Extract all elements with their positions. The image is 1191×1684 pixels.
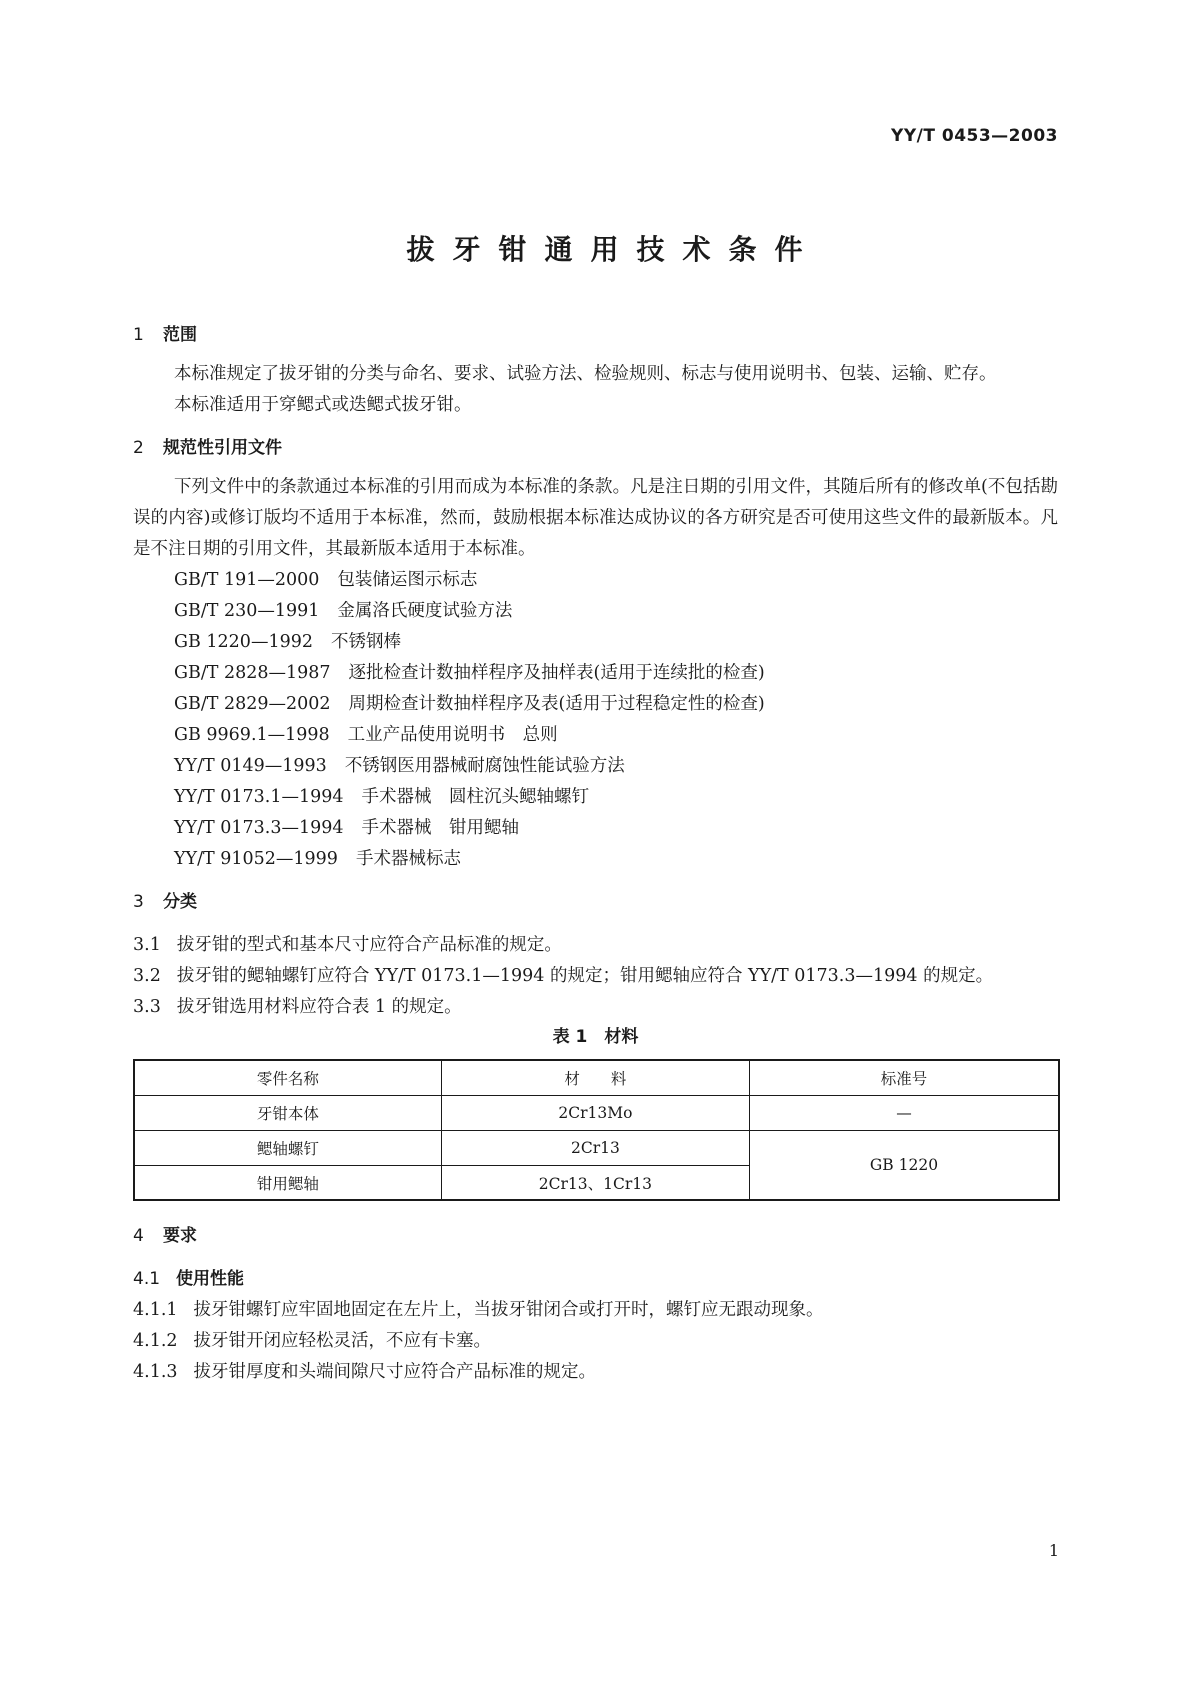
clause: 4.1.1 拔牙钳螺钉应牢固地固定在左片上，当拔牙钳闭合或打开时，螺钉应无跟动现象。 (133, 1300, 824, 1320)
standard-code: YY/T 0453—2003 (891, 126, 1058, 146)
table-cell: GB 1220 (750, 1131, 1059, 1201)
paragraph: 本标准规定了拔牙钳的分类与命名、要求、试验方法、检验规则、标志与使用说明书、包装、运输、贮存。 (174, 364, 997, 384)
materials-table (133, 1059, 1060, 1201)
reference-item: YY/T 91052—1999 手术器械标志 (174, 849, 461, 869)
document-title: 拔牙钳通用技术条件 (406, 233, 821, 266)
table-header-cell: 材 料 (441, 1060, 749, 1096)
table-header-cell: 标准号 (750, 1060, 1059, 1096)
reference-item: GB/T 2829—2002 周期检查计数抽样程序及表(适用于过程稳定性的检查) (174, 694, 765, 714)
section-heading: 2 规范性引用文件 (133, 438, 282, 458)
reference-item: GB/T 2828—1987 逐批检查计数抽样程序及抽样表(适用于连续批的检查) (174, 663, 765, 683)
reference-item: YY/T 0149—1993 不锈钢医用器械耐腐蚀性能试验方法 (174, 756, 625, 776)
clause: 3.2 拔牙钳的鳃轴螺钉应符合 YY/T 0173.1—1994 的规定；钳用鳃轴应符合 YY/T 0173.3—1994 的规定。 (133, 966, 994, 986)
table-cell: 2Cr13 (441, 1131, 749, 1166)
section-heading: 4 要求 (133, 1226, 197, 1246)
paragraph: 本标准适用于穿鳃式或迭鳃式拔牙钳。 (174, 395, 472, 415)
reference-item: GB 9969.1—1998 工业产品使用说明书 总则 (174, 725, 558, 745)
section-heading: 1 范围 (133, 325, 197, 345)
reference-item: GB/T 191—2000 包装储运图示标志 (174, 570, 478, 590)
table-cell: 鳃轴螺钉 (134, 1131, 441, 1166)
table-header-cell: 零件名称 (134, 1060, 441, 1096)
reference-item: YY/T 0173.1—1994 手术器械 圆柱沉头鳃轴螺钉 (174, 787, 590, 807)
clause: 3.3 拔牙钳选用材料应符合表 1 的规定。 (133, 997, 462, 1017)
table-cell: — (750, 1096, 1059, 1131)
reference-item: GB 1220—1992 不锈钢棒 (174, 632, 401, 652)
table-cell: 2Cr13Mo (441, 1096, 749, 1131)
document-body (133, 320, 1058, 1388)
clause: 4.1.3 拔牙钳厚度和头端间隙尺寸应符合产品标准的规定。 (133, 1362, 597, 1382)
table-title: 表 1 材料 (552, 1027, 639, 1047)
clause: 4.1.2 拔牙钳开闭应轻松灵活，不应有卡塞。 (133, 1331, 492, 1351)
reference-item: YY/T 0173.3—1994 手术器械 钳用鳃轴 (174, 818, 520, 838)
paragraph: 下列文件中的条款通过本标准的引用而成为本标准的条款。凡是注日期的引用文件，其随后所有的修改单(不包括勘误的内容)或修订版均不适用于本标准，然而，鼓励根据本标准达成协议的各方研究是否可使用这些文件的最新版本。凡是不注日期的引用文件，其最新版本适用于本标准。 (133, 477, 1058, 559)
page-number: 1 (1048, 1541, 1059, 1560)
reference-item: GB/T 230—1991 金属洛氏硬度试验方法 (174, 601, 513, 621)
clause: 3.1 拔牙钳的型式和基本尺寸应符合产品标准的规定。 (133, 935, 562, 955)
section-heading: 3 分类 (133, 892, 197, 912)
subsection-heading: 4.1 使用性能 (133, 1269, 245, 1289)
table-cell: 牙钳本体 (134, 1096, 441, 1131)
table-cell: 钳用鳃轴 (134, 1166, 441, 1201)
table-cell: 2Cr13、1Cr13 (441, 1166, 749, 1201)
